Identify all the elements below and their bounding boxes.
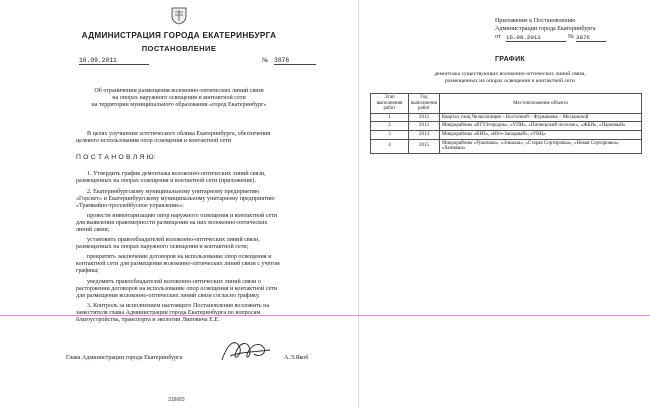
body-line: 3. Контроль за исполнением настоящего Постановления возложить на	[87, 303, 270, 309]
appendix-line: Администрации города Екатеринбурга	[495, 26, 596, 32]
decree-date: 16.09.2011	[79, 57, 149, 65]
appendix-number-label: №	[568, 34, 574, 40]
subject-line: на территории муниципального образования «город Екатеринбург»	[91, 102, 267, 108]
table-row	[371, 122, 642, 131]
body-line: благоустройства, транспорта и экологии Липовича Е.Е.	[76, 317, 220, 323]
body-line: уведомить правообладателей волоконно-оптических линий связи о	[87, 279, 261, 285]
decree-number: 3876	[274, 57, 316, 65]
appendix-number: 3876	[576, 34, 606, 42]
body-line: прекратить заключение договоров на использование опор освещения и	[87, 254, 272, 260]
table-row	[371, 113, 642, 122]
year-cell: 2013	[409, 122, 440, 131]
signature-title: Глава Администрации города Екатеринбурга	[66, 355, 183, 361]
decree-word: П О С Т А Н О В Л Я Ю:	[76, 154, 156, 161]
footer-code: 318683	[168, 397, 185, 403]
appendix-date: 16.09.2011	[506, 34, 566, 42]
body-line: размещенных на опорах освещения и контактной сети (приложение).	[76, 178, 256, 184]
stage-cell: 1	[371, 113, 409, 122]
body-line: провести инвентаризацию опор наружного освещения и контактной сети	[87, 213, 278, 219]
body-line: установить правообладателей волоконно-оптических линий связи,	[87, 237, 260, 243]
scan-artifact-line	[0, 315, 650, 316]
location-cell: Микрорайоны «ВИЗ», «Юго-Западный», «УНЦ»	[439, 130, 641, 139]
table-row	[371, 139, 642, 153]
location-cell: Квартал улиц Челюскинцев – Восточной – Фурманова – Московской	[439, 113, 641, 122]
coat-of-arms-icon	[171, 7, 187, 25]
stage-cell: 3	[371, 130, 409, 139]
location-cell: Микрорайоны «ВТУЗгородок», «УПИ», «Пионерский поселок», «ЖБИ», «Парковый»	[439, 122, 641, 131]
body-line: для размещения волоконно-оптических линий связи согласно графику.	[76, 293, 260, 299]
appendix-line: Приложение к Постановлению	[495, 18, 576, 24]
body-line: графика;	[76, 268, 99, 274]
preamble-line: В целях улучшения эстетического облика Екатеринбурга, обеспечения	[87, 131, 271, 137]
organization-title: АДМИНИСТРАЦИЯ ГОРОДА ЕКАТЕРИНБУРГА	[81, 31, 277, 40]
schedule-table	[370, 93, 642, 154]
table-header-row	[371, 94, 642, 114]
body-line: заместителя главы Администрации города Екатеринбурга по вопросам	[76, 310, 261, 316]
schedule-subtitle-line: демонтажа существующих волоконно-оптических линий связи,	[434, 71, 586, 77]
handwritten-signature	[214, 334, 276, 368]
preamble-line: целевого использования опор освещения и контактной сети	[76, 138, 232, 144]
stage-cell: 4	[371, 139, 409, 153]
year-cell: 2012	[409, 113, 440, 122]
column-header: Год выполнения работ	[409, 94, 440, 114]
column-header: Местоположение объекта	[439, 94, 641, 114]
schedule-subtitle-line: размещенных на опорах освещения и контактной сети	[445, 78, 575, 84]
body-line: размещенных на опорах наружного освещения и контактной сети;	[76, 244, 249, 250]
location-cell: Микрорайоны «Уралмаш», «Эльмаш», «Старая Сортировка», «Новая Сортировка», «Химмаш»	[439, 139, 641, 153]
body-line: «Горсвет» и Екатеринбургскому муниципальному унитарному предприятию	[76, 196, 275, 202]
body-line: «Трамвайно-троллейбусное управление»:	[76, 203, 184, 209]
schedule-title: ГРАФИК	[495, 56, 525, 63]
body-line: 2. Екатеринбургскому муниципальному унитарному предприятию	[87, 189, 260, 195]
appendix-date-prefix: от	[495, 34, 501, 40]
subject-line: Об ограничении размещения волоконно-оптических линий связи	[94, 88, 264, 94]
subject-line: на опорах наружного освещения и контактной сети	[112, 95, 246, 101]
year-cell: 2014	[409, 130, 440, 139]
body-line: расторжении договоров на использование опор освещения и контактной сети	[76, 286, 278, 292]
year-cell: 2015	[409, 139, 440, 153]
number-label: №	[262, 57, 269, 64]
body-line: 1. Утвердить график демонтажа волоконно-оптических линий связи,	[87, 171, 266, 177]
body-line: линий связи;	[76, 227, 110, 233]
document-type: ПОСТАНОВЛЕНИЕ	[141, 44, 217, 53]
table-row	[371, 130, 642, 139]
column-header: Этап выполнения работ	[371, 94, 409, 114]
stage-cell: 2	[371, 122, 409, 131]
body-line: контактной сети для размещения волоконно-оптических линий связи с учетом	[76, 261, 280, 267]
appendix-page	[360, 0, 650, 408]
signatory-name: А.Э.Якоб	[284, 355, 309, 361]
body-line: для выявления правомерности размещения на них волоконно-оптических	[76, 220, 268, 226]
